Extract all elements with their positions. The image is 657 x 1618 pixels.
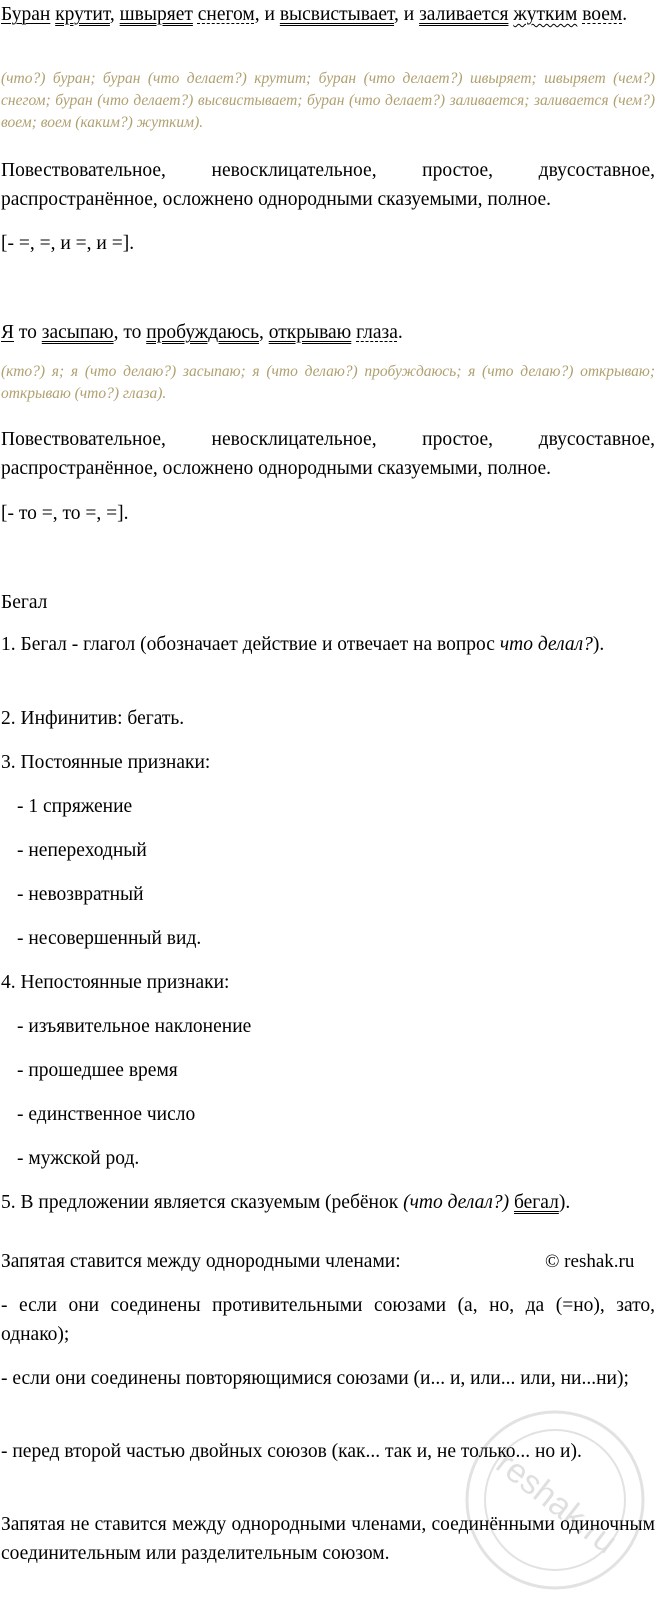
predicate-word: бегал <box>513 1192 559 1213</box>
sentence-1-scheme: [- =, =, и =, и =]. <box>1 233 135 254</box>
predicate-word: пробуждаюсь <box>146 322 259 343</box>
subject-word: Я <box>1 322 15 343</box>
sentence-1-characteristics: Повествовательное, невосклицательное, простое, двусоставное, распространённое, осложнено однородными сказуемыми, полное. <box>1 160 655 210</box>
sentence-1: Буран крутит, швыряет снегом, и высвистывает, и заливается жутким воем. <box>1 4 628 25</box>
rule-item: - если они соединены противительными союзами (а, но, да (=но), зато, однако); <box>1 1295 655 1345</box>
attribute-word: жутким <box>513 4 578 25</box>
sentence-2: Я то засыпаю, то пробуждаюсь, открываю глаза. <box>1 322 403 343</box>
sentence-2-scheme: [- то =, то =, =]. <box>1 503 129 524</box>
subject-word: Буран <box>1 4 51 25</box>
nonconst-feature: - мужской род. <box>17 1148 140 1169</box>
predicate-word: крутит <box>55 4 110 25</box>
rule-item: - перед второй частью двойных союзов (как... так и, не только... но и). <box>1 1441 582 1462</box>
object-word: воем <box>582 4 623 25</box>
morph-point-4: 4. Непостоянные признаки: <box>1 972 230 993</box>
nonconst-feature: - прошедшее время <box>17 1060 178 1081</box>
const-feature: - невозвратный <box>17 884 144 905</box>
nonconst-feature: - изъявительное наклонение <box>17 1016 252 1037</box>
copyright-notice: © reshak.ru <box>545 1251 635 1272</box>
sentence-2-characteristics: Повествовательное, невосклицательное, простое, двусоставное, распространённое, осложнено однородными сказуемыми, полное. <box>1 429 655 479</box>
predicate-word: высвистывает <box>279 4 395 25</box>
morph-point-2: 2. Инфинитив: бегать. <box>1 708 185 729</box>
rule-item: - если они соединены повторяющимися союзами (и... и, или... или, ни...ни); <box>1 1368 629 1389</box>
object-word: снегом <box>197 4 255 25</box>
sentence-1-gloss: (что?) буран; буран (что делает?) крутит; буран (что делает?) швыряет; швыряет (чем?) снегом; буран (что делает?) высвистывает; буран (что делает?) заливается; заливается (чем?) воем; воем (каким?) жутким). <box>1 70 655 131</box>
morph-point-5: 5. В предложении является сказуемым (ребёнок (что делал?) бегал). <box>1 1192 571 1213</box>
morph-point-1: 1. Бегал - глагол (обозначает действие и отвечает на вопрос что делал?). <box>1 634 605 655</box>
predicate-word: открываю <box>268 322 352 343</box>
morph-word: Бегал <box>1 592 48 613</box>
morph-point-3: 3. Постоянные признаки: <box>1 752 211 773</box>
predicate-word: заливается <box>419 4 509 25</box>
svg-text:reshak.ru: reshak.ru <box>489 1443 625 1562</box>
predicate-word: засыпаю <box>41 322 114 343</box>
rule-final: Запятая не ставится между однородными членами, соединёнными одиночным соединительным или разделительным союзом. <box>1 1514 655 1564</box>
predicate-word: швыряет <box>119 4 193 25</box>
const-feature: - 1 спряжение <box>17 796 133 817</box>
watermark-logo <box>455 1400 655 1600</box>
const-feature: - непереходный <box>17 840 147 861</box>
rule-heading: Запятая ставится между однородными членами: <box>1 1251 401 1272</box>
nonconst-feature: - единственное число <box>17 1104 196 1125</box>
object-word: глаза <box>356 322 398 343</box>
const-feature: - несовершенный вид. <box>17 928 202 949</box>
sentence-2-gloss: (кто?) я; я (что делаю?) засыпаю; я (что делаю?) пробуждаюсь; я (что делаю?) открываю; открываю (что?) глаза). <box>1 363 655 402</box>
